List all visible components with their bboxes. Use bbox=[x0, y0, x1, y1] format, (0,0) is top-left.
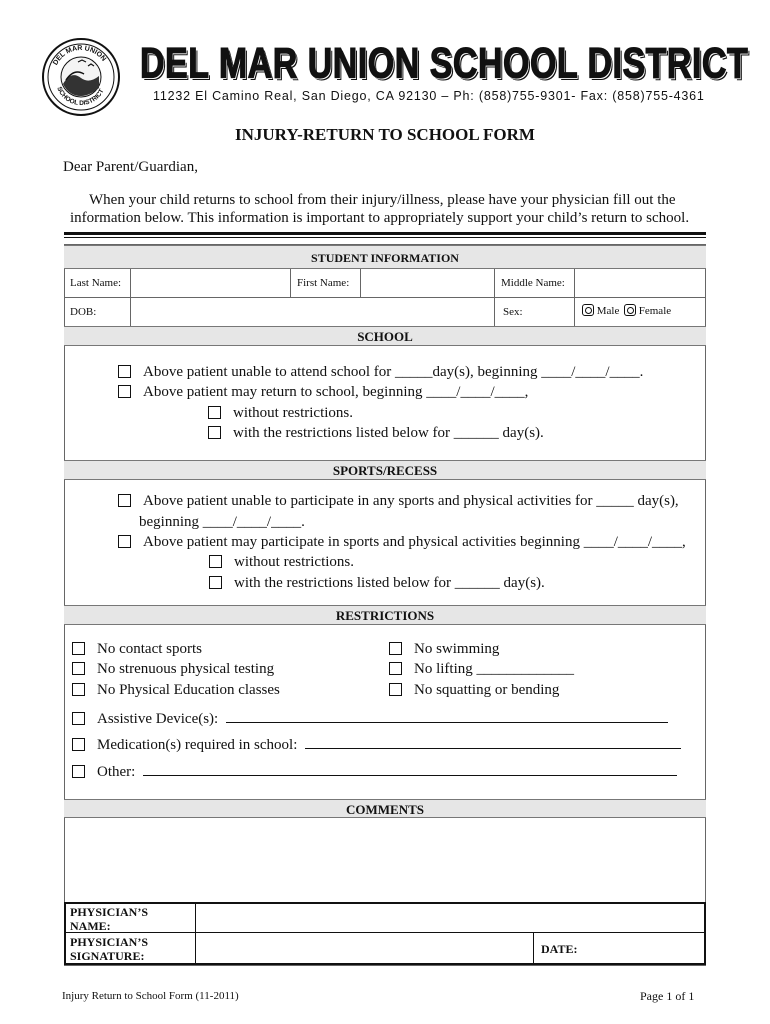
district-name: DEL MAR UNION SCHOOL DISTRICT bbox=[140, 40, 749, 88]
date-label: DATE: bbox=[541, 942, 578, 956]
other-text: Other: bbox=[97, 764, 136, 780]
school-item-may-return bbox=[118, 383, 528, 401]
school-with-restrictions-checkbox[interactable] bbox=[208, 426, 221, 439]
intro-line-2: information below. This information is important to appropriately support your child’s return to school. bbox=[70, 210, 690, 226]
sports-item-unable bbox=[118, 492, 679, 510]
sports-no-restrictions-text: without restrictions. bbox=[234, 554, 354, 570]
no-pe-text: No Physical Education classes bbox=[97, 682, 280, 698]
svg-text:SCHOOL DISTRICT: SCHOOL DISTRICT bbox=[55, 85, 106, 108]
sports-with-restrictions-checkbox[interactable] bbox=[209, 576, 222, 589]
intro-line-1: When your child returns to school from their injury/illness, please have your physician fill out the bbox=[89, 192, 676, 208]
school-item-unable bbox=[118, 363, 643, 381]
school-with-restrictions-text: with the restrictions listed below for ______ day(s). bbox=[233, 425, 544, 441]
sports-no-restrictions-checkbox[interactable] bbox=[209, 555, 222, 568]
restriction-no-squatting bbox=[389, 681, 559, 699]
divider-rule-thin bbox=[64, 237, 706, 238]
physician-sig-label-line1: PHYSICIAN’S bbox=[70, 935, 149, 949]
no-pe-checkbox[interactable] bbox=[72, 683, 85, 696]
district-seal bbox=[42, 38, 120, 116]
school-item-with-restrictions bbox=[208, 424, 544, 442]
restriction-other bbox=[72, 761, 677, 781]
no-swimming-checkbox[interactable] bbox=[389, 642, 402, 655]
sports-unable-text: Above patient unable to participate in any sports and physical activities for _____ day(s), bbox=[143, 493, 679, 509]
restriction-no-lifting bbox=[389, 660, 574, 678]
physician-signature-label bbox=[70, 935, 148, 963]
middle-name-label: Middle Name: bbox=[501, 277, 565, 289]
school-no-restrictions-checkbox[interactable] bbox=[208, 406, 221, 419]
physician-name-label bbox=[70, 905, 148, 933]
dob-label: DOB: bbox=[70, 306, 97, 318]
physician-name-label-line1: PHYSICIAN’S bbox=[70, 905, 149, 919]
assistive-field[interactable] bbox=[226, 708, 668, 723]
comments-heading: COMMENTS bbox=[64, 799, 706, 818]
middle-name-field[interactable] bbox=[575, 270, 705, 297]
sports-item-no-restrictions bbox=[209, 553, 354, 571]
school-may-return-text: Above patient may return to school, beginning ____/____/____, bbox=[143, 384, 529, 400]
school-item-no-restrictions bbox=[208, 404, 353, 422]
no-squatting-text: No squatting or bending bbox=[414, 682, 560, 698]
student-info-heading: STUDENT INFORMATION bbox=[64, 245, 706, 269]
assistive-text: Assistive Device(s): bbox=[97, 711, 219, 727]
physician-col-divider bbox=[533, 932, 534, 965]
no-squatting-checkbox[interactable] bbox=[389, 683, 402, 696]
first-name-field[interactable] bbox=[361, 270, 493, 297]
last-name-label: Last Name: bbox=[70, 277, 122, 289]
divider-rule bbox=[64, 232, 706, 235]
other-checkbox[interactable] bbox=[72, 765, 85, 778]
no-strenuous-checkbox[interactable] bbox=[72, 662, 85, 675]
school-no-restrictions-text: without restrictions. bbox=[233, 405, 353, 421]
sports-with-restrictions-text: with the restrictions listed below for ______ day(s). bbox=[234, 575, 545, 591]
column-divider bbox=[290, 269, 291, 297]
first-name-label: First Name: bbox=[297, 277, 350, 289]
female-radio[interactable] bbox=[624, 304, 636, 316]
physician-name-field[interactable] bbox=[197, 904, 704, 931]
school-may-return-checkbox[interactable] bbox=[118, 385, 131, 398]
medication-text: Medication(s) required in school: bbox=[97, 737, 298, 753]
comments-field[interactable] bbox=[65, 819, 705, 901]
svg-text:DEL MAR UNION: DEL MAR UNION bbox=[52, 44, 108, 67]
male-label: Male bbox=[596, 305, 620, 317]
dob-field[interactable] bbox=[131, 298, 493, 326]
sports-heading: SPORTS/RECESS bbox=[64, 460, 706, 480]
sports-item-may-participate bbox=[118, 533, 686, 551]
sex-male-option[interactable] bbox=[582, 304, 619, 319]
date-field[interactable] bbox=[590, 934, 704, 963]
no-swimming-text: No swimming bbox=[414, 641, 500, 657]
school-unable-checkbox[interactable] bbox=[118, 365, 131, 378]
sports-item-with-restrictions bbox=[209, 574, 545, 592]
no-lifting-checkbox[interactable] bbox=[389, 662, 402, 675]
no-lifting-text: No lifting _____________ bbox=[414, 661, 574, 677]
female-label: Female bbox=[638, 305, 672, 317]
school-heading: SCHOOL bbox=[64, 326, 706, 346]
other-field[interactable] bbox=[143, 761, 677, 776]
district-address: 11232 El Camino Real, San Diego, CA 92130 – Ph: (858)755-9301- Fax: (858)755-4361 bbox=[153, 89, 705, 103]
physician-signature-field[interactable] bbox=[197, 934, 532, 963]
footer-page-number: Page 1 of 1 bbox=[640, 989, 695, 1003]
physician-name-label-line2: NAME: bbox=[70, 919, 111, 933]
salutation: Dear Parent/Guardian, bbox=[63, 159, 198, 175]
restrictions-heading: RESTRICTIONS bbox=[64, 605, 706, 625]
restriction-medication bbox=[72, 734, 681, 754]
footer-form-id: Injury Return to School Form (11-2011) bbox=[62, 990, 239, 1002]
physician-col-divider bbox=[195, 902, 196, 965]
restriction-no-swimming bbox=[389, 640, 499, 658]
sex-female-option[interactable] bbox=[624, 304, 671, 319]
last-name-field[interactable] bbox=[131, 270, 289, 297]
male-radio[interactable] bbox=[582, 304, 594, 316]
column-divider bbox=[494, 269, 495, 326]
no-contact-text: No contact sports bbox=[97, 641, 202, 657]
restriction-assistive bbox=[72, 708, 668, 728]
physician-row-divider bbox=[64, 932, 706, 933]
sports-may-participate-checkbox[interactable] bbox=[118, 535, 131, 548]
sports-unable-checkbox[interactable] bbox=[118, 494, 131, 507]
physician-sig-label-line2: SIGNATURE: bbox=[70, 949, 145, 963]
assistive-checkbox[interactable] bbox=[72, 712, 85, 725]
sex-label: Sex: bbox=[503, 306, 523, 318]
school-unable-text: Above patient unable to attend school for _____day(s), beginning ____/____/____. bbox=[143, 364, 644, 380]
sports-item-unable-cont: beginning ____/____/____. bbox=[139, 514, 305, 530]
form-title: INJURY-RETURN TO SCHOOL FORM bbox=[235, 125, 535, 144]
no-strenuous-text: No strenuous physical testing bbox=[97, 661, 275, 677]
medication-field[interactable] bbox=[305, 734, 681, 749]
restriction-no-contact bbox=[72, 640, 202, 658]
no-contact-checkbox[interactable] bbox=[72, 642, 85, 655]
restriction-no-strenuous bbox=[72, 660, 274, 678]
sports-may-participate-text: Above patient may participate in sports and physical activities beginning ____/____/____, bbox=[143, 534, 686, 550]
medication-checkbox[interactable] bbox=[72, 738, 85, 751]
restriction-no-pe bbox=[72, 681, 280, 699]
